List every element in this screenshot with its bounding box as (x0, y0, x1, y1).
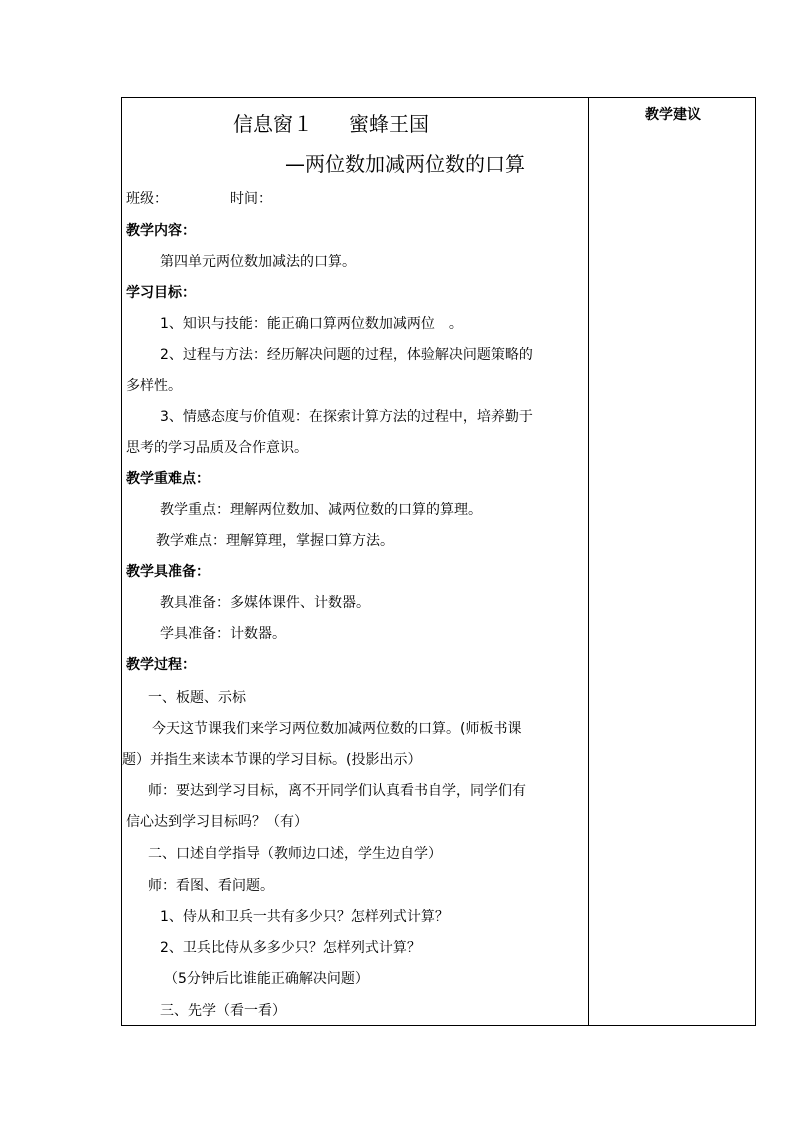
class-label: 班级： (126, 191, 168, 207)
tools-heading: 教学具准备： (126, 564, 210, 580)
question-2: 2、卫兵比侍从多多少只？怎样列式计算？ (160, 940, 421, 956)
teaching-suggestions-header: 教学建议 (645, 107, 701, 123)
class-time-row (126, 188, 272, 208)
teacher-line-1: 师：要达到学习目标，离不开同学们认真看书自学，同学们有 (148, 783, 526, 799)
time-label: 时间： (230, 191, 272, 207)
teacher-line-3: 师：看图、看问题。 (148, 878, 274, 894)
difficult-point: 教学难点：理解算理，掌握口算方法。 (156, 533, 394, 549)
goal-2-line-2: 多样性。 (126, 378, 182, 394)
step-1: 一、板题、示标 (148, 690, 246, 706)
goal-1: 1、知识与技能：能正确口算两位数加减两位 。 (160, 316, 463, 332)
lesson-subtitle: —两位数加减两位数的口算 (285, 152, 525, 176)
step-3: 三、先学（看一看） (160, 1003, 286, 1019)
question-1: 1、侍从和卫兵一共有多少只？怎样列式计算？ (160, 909, 449, 925)
goal-3-line-2: 思考的学习品质及合作意识。 (126, 440, 308, 456)
content-heading: 教学内容： (126, 223, 196, 239)
step-1-line-1: 今天这节课我们来学习两位数加减两位数的口算。(师板书课 (152, 721, 522, 737)
question-note: （5分钟后比谁能正确解决问题） (164, 971, 369, 987)
title-info-window: 信息窗１ (233, 112, 313, 136)
title-bee-kingdom: 蜜蜂王国 (349, 112, 429, 136)
lesson-plan-table (121, 97, 756, 1026)
student-tools: 学具准备：计数器。 (160, 626, 286, 642)
process-heading: 教学过程： (126, 657, 196, 673)
lesson-title (233, 108, 429, 137)
teacher-tools: 教具准备：多媒体课件、计数器。 (160, 595, 370, 611)
goals-heading: 学习目标： (126, 285, 196, 301)
column-divider (588, 98, 589, 1025)
step-2: 二、口述自学指导（教师边口述，学生边自学） (148, 846, 442, 862)
key-difficult-heading: 教学重难点： (126, 471, 210, 487)
teacher-line-2: 信心达到学习目标吗？（有） (126, 814, 308, 830)
key-point: 教学重点：理解两位数加、减两位数的口算的算理。 (160, 502, 482, 518)
step-1-line-2: 题）并指生来读本节课的学习目标。(投影出示） (122, 752, 422, 768)
goal-2-line-1: 2、过程与方法：经历解决问题的过程，体验解决问题策略的 (160, 347, 533, 363)
content-text: 第四单元两位数加减法的口算。 (160, 254, 356, 270)
goal-3-line-1: 3、情感态度与价值观：在探索计算方法的过程中，培养勤于 (160, 409, 533, 425)
